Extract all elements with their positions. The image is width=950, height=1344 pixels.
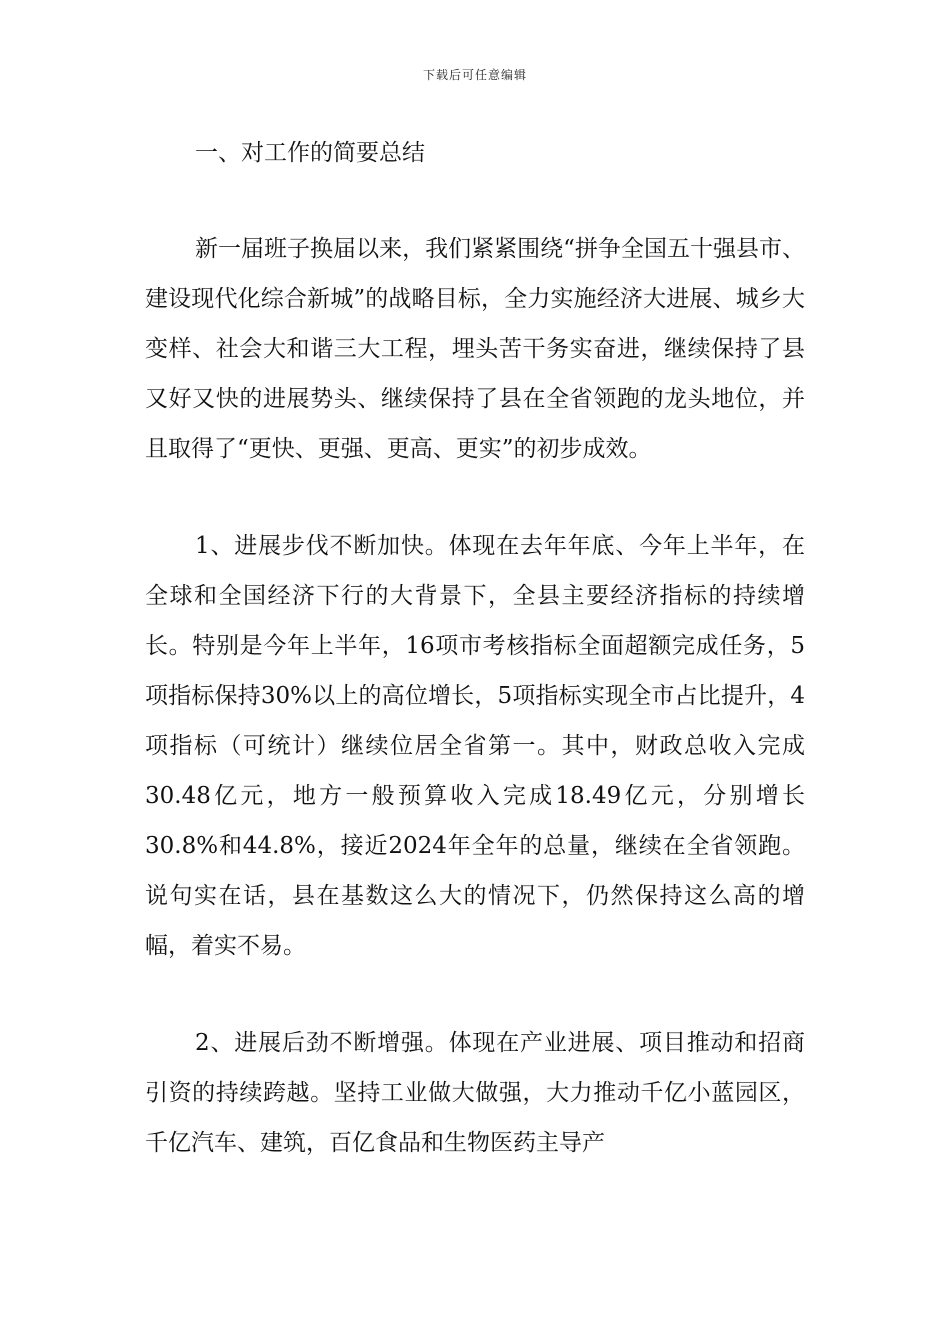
paragraph-point-1: 1、进展步伐不断加快。体现在去年年底、今年上半年，在全球和全国经济下行的大背景下，全县主要经济指标的持续增长。特别是今年上半年，16项市考核指标全面超额完成任务，5项指标保持30%以上的高位增长，5项指标实现全市占比提升，4项指标（可统计）继续位居全省第一。其中，财政总收入完成30.48亿元，地方一般预算收入完成18.49亿元，分别增长30.8%和44.8%，接近2024年全年的总量，继续在全省领跑。说句实在话，县在基数这么大的情况下，仍然保持这么高的增幅，着实不易。 — [145, 533, 805, 959]
spacer — [145, 474, 805, 521]
document-body — [145, 128, 805, 1168]
paragraph-intro: 新一届班子换届以来，我们紧紧围绕“拼争全国五十强县市、建设现代化综合新城”的战略目标，全力实施经济大进展、城乡大变样、社会大和谐三大工程，埋头苦干务实奋进，继续保持了县又好又快的进展势头、继续保持了县在全省领跑的龙头地位，并且取得了“更快、更强、更高、更实”的初步成效。 — [145, 236, 805, 462]
spacer — [145, 971, 805, 1018]
section-heading: 一、对工作的简要总结 — [195, 140, 425, 166]
spacer — [145, 178, 805, 224]
paragraph-point-2: 2、进展后劲不断增强。体现在产业进展、项目推动和招商引资的持续跨越。坚持工业做大做强，大力推动千亿小蓝园区，千亿汽车、建筑，百亿食品和生物医药主导产 — [145, 1030, 805, 1156]
header-note: 下载后可任意编辑 — [422, 68, 527, 82]
